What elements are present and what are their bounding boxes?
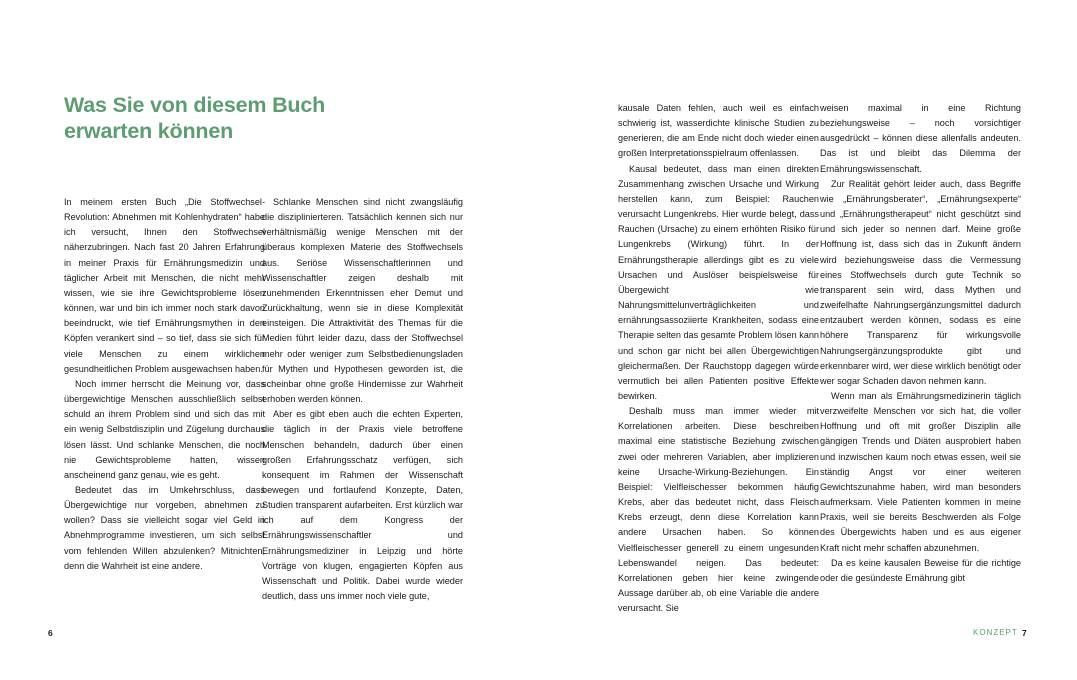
paragraph: Wenn man als Ernährungsmedizinerin täglich verzweifelte Menschen vor sich hat, die voller Hoffnung und oft mit großer Disziplin alle gängigen Trends und Diäten ausprobiert haben und inzwischen kaum noch etwas essen, weil sie ständig Angst vor einer weiteren Gewichtszunahme haben, wird man besonders aufmerksam. Viele Patienten kommen in meine Praxis, weil sie bereits Beschwerden als Folge des Übergewichts haben und es aus eigener Kraft nicht mehr schaffen abzunehmen. (820, 390, 1021, 553)
paragraph: Da es keine kausalen Beweise für die richtige oder die gesündeste Ernährung gibt (820, 557, 1021, 583)
paragraph: Kausal bedeutet, dass man einen direkten Zusammenhang zwischen Ursache und Wirkung herstellen kann, zum Beispiel: Rauchen verursacht Lungenkrebs. Hier wurde belegt, dass Rauchen (Ursache) zu einem erhöhten Risiko für Lungenkrebs (Wirkung) führt. In der Ernährungstherapie allerdings gibt es zu viele Ursachen und Auslöser beispielsweise für Übergewicht wie Nahrungsmittelunverträglichkeiten und ernährungsassoziierte Krankheiten, sodass eine Therapie selten das gesamte Problem lösen kann und schon gar nicht bei allen Übergewichtigen gleichermaßen. Der Rauchstopp dagegen würde vermutlich bei allen Patienten positive Effekte bewirken. (618, 163, 819, 401)
text-column-1 (64, 195, 265, 574)
paragraph: In meinem ersten Buch „Die Stoffwechsel-Revolution: Abnehmen mit Kohlenhydraten“ habe ich versucht, Ihnen den Stoffwechsel näherzubringen. Nach fast 20 Jahren Erfahrung in meiner Praxis für Ernährungsmedizin und täglicher Arbeit mit Menschen, die nicht mehr wissen, wie sie ihre Gewichtsprobleme lösen können, war und bin ich immer noch stark davon beeindruckt, wie tief Ernährungsmythen in den Köpfen verankert sind – so tief, dass sie sich für viele Menschen zu einem wirklichen gesundheitlichen Problem ausgewachsen haben. (64, 197, 265, 374)
paragraph: Bedeutet das im Umkehrschluss, dass Übergewichtige nur vorgeben, abnehmen zu wollen? Dass sie vielleicht sogar viel Geld in Abnehmprogramme investieren, um sich selbst vom fehlenden Willen abzulenken? Mitnichten, denn die Wahrheit ist eine andere. (64, 484, 265, 571)
text-column-2 (262, 195, 463, 604)
paragraph: Deshalb muss man immer wieder mit Korrelationen arbeiten. Diese beschreiben maximal eine statistische Beziehung zwischen zwei oder mehreren Variablen, aber implizieren keine Ursache-Wirkung-Beziehungen. Ein Beispiel: Vielfleischesser bekommen häufig Krebs, aber das bedeutet nicht, dass Fleisch Krebs erzeugt, denn diese Korrelation kann andere Ursachen haben. So können Vielfleischesser generell zu einem ungesunden Lebenswandel neigen. Das bedeutet: Korrelationen geben hier keine zwingende Aussage darüber ab, ob eine Variable die andere verursacht. Sie (618, 406, 819, 614)
page-number-right: 7 (1022, 628, 1027, 638)
paragraph: Schlanke Menschen sind nicht zwangsläufig die disziplinierteren. Tatsächlich kennen sich nur verhältnismäßig wenige Menschen mit der überaus komplexen Materie des Stoffwechsels aus. Seriöse Wissenschaftlerinnen und Wissenschaftler zeigen deshalb mit zunehmenden Erkenntnissen eher Demut und Zurückhaltung, wenn sie in diese Komplexität einsteigen. Die Attraktivität des Themas für die Medien führt leider dazu, dass der Stoffwechsel mehr oder weniger zum Selbstbedienungsladen für Mythen und Hypothesen geworden ist, die scheinbar ohne große Hindernisse zur Wahrheit erhoben werden können. (262, 197, 463, 405)
paragraph: weisen maximal in eine Richtung beziehungsweise – noch vorsichtiger ausgedrückt – können diese allenfalls andeuten. Das ist und bleibt das Dilemma der Ernährungswissenschaft. (820, 103, 1021, 174)
paragraph: kausale Daten fehlen, auch weil es einfach schwierig ist, wasserdichte klinische Studien zu generieren, die am Ende nicht doch wieder einen großen Interpretationsspielraum offenlassen. (618, 103, 819, 159)
paragraph: Aber es gibt eben auch die echten Experten, die täglich in der Praxis viele betroffene Menschen behandeln, dadurch über einen großen Erfahrungsschatz verfügen, sich konsequent im Rahmen der Wissenschaft bewegen und fortlaufend Konzepte, Daten, Studien transparent aufarbeiten. Erst kürzlich war ich auf dem Kongress der Ernährungswissenschaftler und Ernährungsmediziner in Leipzig und hörte Vorträge von klugen, engagierten Köpfen aus Wissenschaft und Politik. Dabei wurde wieder deutlich, dass uns immer noch viele gute, (262, 409, 463, 602)
paragraph: Zur Realität gehört leider auch, dass Begriffe wie „Ernährungsberater“, „Ernährungsexperte“ und „Ernährungstherapeut“ nicht geschützt sind und sich jeder so nennen darf. Meine große Hoffnung ist, dass sich das in Zukunft ändern wird beziehungsweise dass die Vermessung eines Stoffwechsels durch gute Technik so transparent sein wird, dass Mythen und zweifelhafte Nahrungsergänzungsmittel dadurch entzaubert werden können, sodass es eine höhere Transparenz für wirkungsvolle Nahrungsergänzungsprodukte gibt und erkennbarer wird, wer diese wirklich benötigt oder wer sogar Schaden davon nehmen kann. (820, 178, 1021, 386)
paragraph: Noch immer herrscht die Meinung vor, dass übergewichtige Menschen ausschließlich selbst schuld an ihrem Problem sind und sich das mit ein wenig Selbstdisziplin und Zügelung durchaus lösen lässt. Und schlanke Menschen, die noch nie Gewichtsprobleme hatten, wissen anscheinend ganz genau, wie es geht. (64, 378, 265, 480)
text-column-4 (820, 101, 1021, 586)
chapter-heading-line-2: erwarten können (64, 119, 234, 143)
text-column-3 (618, 101, 819, 616)
chapter-heading (64, 92, 325, 144)
running-head: KONZEPT (973, 628, 1018, 637)
chapter-heading-line-1: Was Sie von diesem Buch (64, 93, 326, 117)
page-number-left: 6 (48, 628, 53, 638)
